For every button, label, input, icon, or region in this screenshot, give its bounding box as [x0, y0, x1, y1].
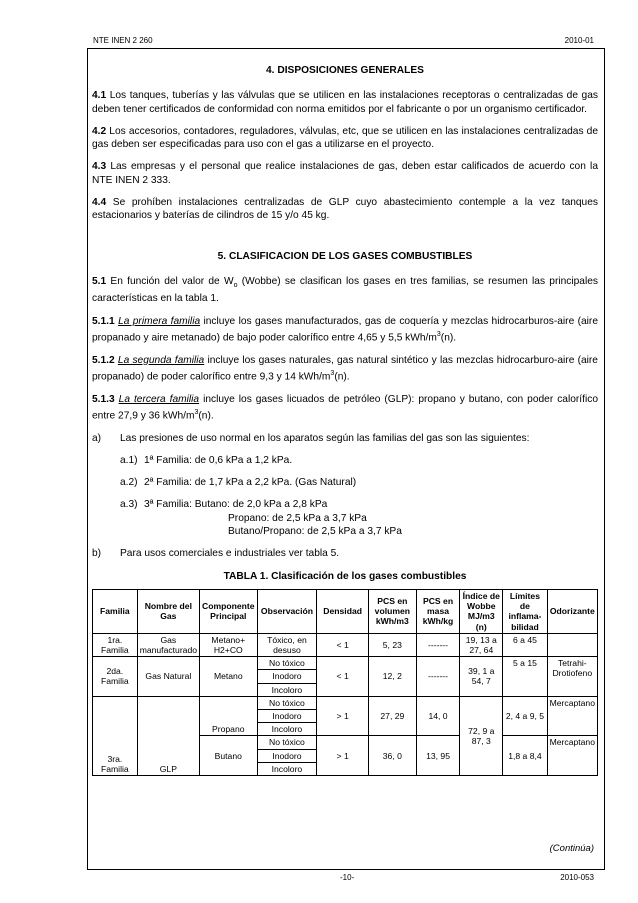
table-row: 3ra. Familia GLP Propano No tóxico > 1 27, 29 14, 0 72, 9 a 87, 3 2, 4 a 9, 5 Mercaptano	[93, 696, 598, 709]
table-title: TABLA 1. Clasificación de los gases combustibles	[223, 570, 467, 582]
list-item-a1: a.1) 1ª Familia: de 0,6 kPa a 1,2 kPa.	[120, 454, 293, 466]
col-nombre: Nombre del Gas	[137, 589, 199, 633]
col-wobbe: Índice de Wobbe MJ/m3 (n)	[460, 589, 503, 633]
col-familia: Familia	[93, 589, 138, 633]
list-item-b: b) Para usos comerciales e industriales ver tabla 5.	[92, 548, 340, 560]
col-limites: Límites de inflama-bilidad	[503, 589, 547, 633]
header-right: 2010-01	[564, 36, 594, 45]
footer-code: 2010-053	[560, 873, 594, 882]
paragraph-5-1-3: 5.1.3 La tercera familia incluye los gases licuados de petróleo (GLP): propano y butano, con poder calorífico entre 27,9 y 36 kWh/$m^3(n)$.	[92, 393, 598, 422]
paragraph-5-1-1: 5.1.1 La primera familia incluye los gases manufacturados, gas de coquería y mezclas hidrocarburos-aire (aire propanado y aire metanado) de bajo poder calorífico entre 4,65 y 5,5 kWh/$m^3(n)$.	[92, 315, 598, 344]
gas-classification-table: Familia Nombre del Gas Componente Principal Observación Densidad PCS en volumen kWh/m3 PCS en masa kWh/kg Índice de Wobbe MJ/m3 (n) Límites de inflama-bilidad Odorizante 1ra. Familia Gas manufacturado Metano+ H2+CO Tóxico, en desuso < 1 5, 23 ------- 19, 13 a 27, 64 6 a 45 2da. Familia Gas Natural Metano No tóxico < 1 12, 2 ------- 39, 1 a 54, 7 5 a 15 Tetrahi-Drotiofeno Inodoro Incoloro 3ra. Familia GLP Propano No tóxico > 1 27, 29 14, 0 72, 9 a 87, 3 2, 4 a 9, 5 Mercaptano Inodoro Incoloro Butano No tóxico > 1 36, 0 13, 95 1,8 a 8,4 Mercaptano Inodoro Incoloro	[92, 589, 598, 776]
paragraph-5-1-2: 5.1.2 La segunda familia incluye los gases naturales, gas natural sintético y las mezclas hidrocarburo-aire (aire propanado) de poder calorífico entre 9,3 y 14 kWh/$m^3(n)$.	[92, 354, 598, 383]
col-pcs-masa: PCS en masa kWh/kg	[416, 589, 460, 633]
paragraph-5-1: 5.1 En función del valor de $W_o$ (Wobbe) se clasifican los gases en tres familias, se resumen las principales características en la tabla 1.	[92, 275, 598, 305]
footer-page-number: -10-	[340, 873, 355, 882]
table-row: Butano No tóxico > 1 36, 0 13, 95 1,8 a 8,4 Mercaptano	[93, 736, 598, 749]
list-item-a2: a.2) 2ª Familia: de 1,7 kPa a 2,2 kPa. (Gas Natural)	[120, 477, 357, 489]
col-densidad: Densidad	[317, 589, 369, 633]
section-5-title: 5. CLASIFICACION DE LOS GASES COMBUSTIBLES	[217, 250, 473, 262]
col-observacion: Observación	[257, 589, 317, 633]
section-4-title: 4. DISPOSICIONES GENERALES	[266, 65, 424, 76]
continued-note: (Continúa)	[549, 843, 594, 854]
header-left: NTE INEN 2 260	[93, 36, 153, 45]
col-pcs-volumen: PCS en volumen kWh/m3	[368, 589, 416, 633]
paragraph-4-1: 4.1 Los tanques, tuberías y las válvulas que se utilicen en las instalaciones receptoras o centralizadas de gas deben tener certificados de conformidad con norma emitidos por el fabricante o por un organismo certificador.	[92, 90, 598, 115]
col-componente: Componente Principal	[200, 589, 258, 633]
paragraph-4-3: 4.3 Las empresas y el personal que realice instalaciones de gas, deben estar calificados de acuerdo con la NTE INEN 2 333.	[92, 161, 598, 186]
document-body	[92, 64, 598, 776]
table-header-row	[93, 589, 598, 633]
paragraph-4-4: 4.4 Se prohíben instalaciones centralizadas de GLP cuyo abastecimiento contemple a la vez tanques estacionarios y baterías de cilindros de 15 y/o 45 kg.	[92, 197, 598, 222]
table-row: 2da. Familia Gas Natural Metano No tóxico < 1 12, 2 ------- 39, 1 a 54, 7 5 a 15 Tetrahi-Drotiofeno	[93, 657, 598, 670]
paragraph-4-2: 4.2 Los accesorios, contadores, reguladores, válvulas, etc, que se utilicen en las instalaciones centralizadas de gas deben ser especificadas para uso con el gas a utilizarse en el proyecto.	[92, 125, 598, 151]
list-item-a: a) Las presiones de uso normal en los aparatos según las familias del gas son las siguientes:	[92, 432, 530, 444]
list-item-a3: a.3) 3ª Familia: Butano: de 2,0 kPa a 2,8 kPa Propano: de 2,5 kPa a 3,7 kPa Butano/Propano: de 2,5 kPa a 3,7 kPa	[120, 499, 402, 538]
table-row: 1ra. Familia Gas manufacturado Metano+ H2+CO Tóxico, en desuso < 1 5, 23 ------- 19, 13 a 27, 64 6 a 45	[93, 633, 598, 656]
col-odorizante: Odorizante	[547, 589, 597, 633]
